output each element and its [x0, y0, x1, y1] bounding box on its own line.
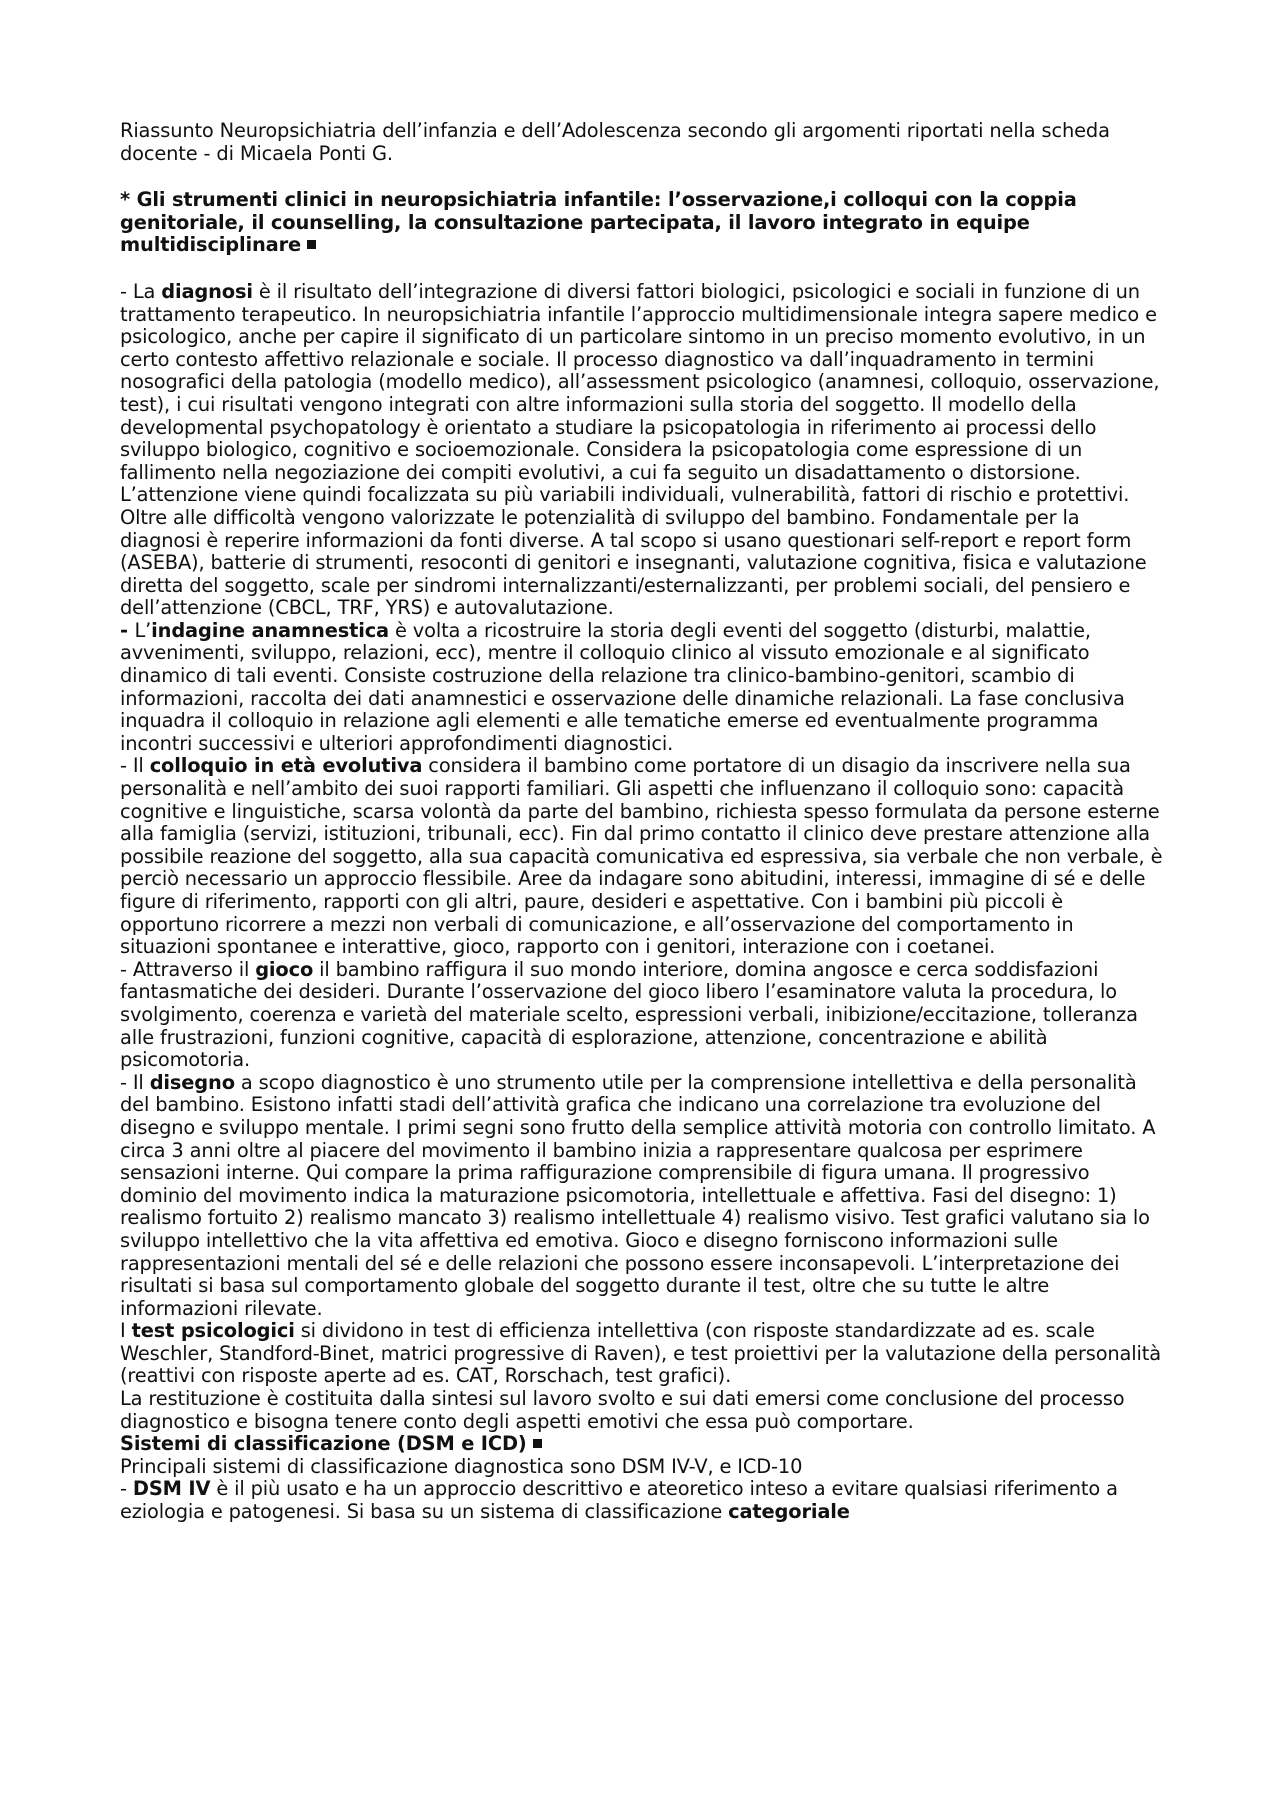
paragraph-principali: Principali sistemi di classificazione diagnostica sono DSM IV-V, e ICD-10	[120, 1454, 803, 1478]
term-gioco: gioco	[255, 957, 314, 981]
paragraph-anamnestica: - L’indagine anamnestica è volta a ricostruire la storia degli eventi del soggetto (disturbi, malattie, avvenimenti, sviluppo, relazioni, ecc), mentre il colloquio clinico al vissuto emozionale e al significato dinamico di tali eventi. Consiste costruzione della relazione tra clinico-bambino-genitori, scambio di informazioni, raccolta dei dati anamnestici e osservazione delle dinamiche relazionali. La fase conclusiva inquadra il colloquio in relazione agli elementi e alle tematiche emerse ed eventualmente programma incontri successivi e ulteriori approfondimenti diagnostici.	[120, 618, 1125, 755]
term-diagnosi: diagnosi	[161, 279, 253, 303]
square-bullet-icon	[533, 1439, 542, 1448]
intro-paragraph: Riassunto Neuropsichiatria dell’infanzia e dell’Adolescenza secondo gli argomenti riportati nella scheda docente - di Micaela Ponti G.	[120, 119, 1110, 165]
paragraph-diagnosi: - La diagnosi è il risultato dell’integrazione di diversi fattori biologici, psicologici e sociali in funzione di un trattamento terapeutico. In neuropsichiatria infantile l’approccio multidimensionale integra sapere medico e psicologico, anche per capire il significato di un particolare sintomo in un preciso momento evolutivo, in un certo contesto affettivo relazionale e sociale. Il processo diagnostico va dall’inquadramento in termini nosografici della patologia (modello medico), all’assessment psicologico (anamnesi, colloquio, osservazione, test), i cui risultati vengono integrati con altre informazioni sulla storia del soggetto. Il modello della developmental psychopatology è orientato a studiare la psicopatologia in riferimento ai processi dello sviluppo biologico, cognitivo e socioemozionale. Considera la psicopatologia come espressione di un fallimento nella negoziazione dei compiti evolutivi, a cui fa seguito un disadattamento o distorsione. L’attenzione viene quindi focalizzata su più variabili individuali, vulnerabilità, fattori di rischio e protettivi. Oltre alle difficoltà vengono valorizzate le potenzialità di sviluppo del bambino. Fondamentale per la diagnosi è reperire informazioni da fonti diverse. A tal scopo si usano questionari self-report e report form (ASEBA), batterie di strumenti, resoconti di genitori e insegnanti, valutazione cognitiva, fisica e valutazione diretta del soggetto, scale per sindromi internalizzanti/esternalizzanti, per problemi sociali, del pensiero e dell’attenzione (CBCL, TRF, YRS) e autovalutazione.	[120, 279, 1160, 620]
heading-text: * Gli strumenti clinici in neuropsichiatria infantile: l’osservazione,i colloqui con la coppia genitoriale, il counselling, la consultazione partecipata, il lavoro integrato in equipe multidisciplinare	[120, 188, 1077, 257]
paragraph-restituzione: La restituzione è costituita dalla sintesi sul lavoro svolto e sui dati emersi come conclusione del processo diagnostico e bisogna tenere conto degli aspetti emotivi che essa può comportare.	[120, 1387, 1125, 1433]
paragraph-disegno: - Il disegno a scopo diagnostico è uno strumento utile per la comprensione intellettiva e della personalità del bambino. Esistono infatti stadi dell’attività grafica che indicano una correlazione tra evoluzione del disegno e sviluppo mentale. I primi segni sono frutto della semplice attività motoria con controllo limitato. A circa 3 anni oltre al piacere del movimento il bambino inizia a rappresentare qualcosa per esprimere sensazioni interne. Qui compare la prima raffigurazione comprensibile di figura umana. Il progressivo dominio del movimento indica la maturazione psicomotoria, intellettuale e affettiva. Fasi del disegno: 1) realismo fortuito 2) realismo mancato 3) realismo intellettuale 4) realismo visivo. Test grafici valutano sia lo sviluppo intellettivo che la vita affettiva ed emotiva. Gioco e disegno forniscono informazioni sulle rappresentazioni mentali del sé e delle relazioni che possono essere inconsapevoli. L’interpretazione dei risultati si basa sul comportamento globale del soggetto durante il test, oltre che su tutte le altre informazioni rilevate.	[120, 1070, 1156, 1320]
paragraph-colloquio: - Il colloquio in età evolutiva considera il bambino come portatore di un disagio da inscrivere nella sua personalità e nell’ambito dei suoi rapporti familiari. Gli aspetti che influenzano il colloquio sono: capacità cognitive e linguistiche, scarsa volontà da parte del bambino, richiesta spesso formulata da persone esterne alla famiglia (servizi, istituzioni, tribunali, ecc). Fin dal primo contatto il clinico deve prestare attenzione alla possibile reazione del soggetto, alla sua capacità comunicativa ed espressiva, sia verbale che non verbale, è perciò necessario un approccio flessibile. Aree da indagare sono abitudini, interessi, immagine di sé e delle figure di riferimento, rapporti con gli altri, paure, desideri e aspettative. Con i bambini più piccoli è opportuno ricorrere a mezzi non verbali di comunicazione, e all’osservazione del comportamento in situazioni spontanee e interattive, gioco, rapporto con i genitori, interazione con i coetanei.	[120, 754, 1163, 959]
term-categoriale: categoriale	[728, 1500, 850, 1524]
square-bullet-icon	[307, 240, 316, 249]
term-indagine-anamnestica: indagine anamnestica	[151, 618, 389, 642]
section-heading-strumenti	[120, 189, 1165, 257]
term-colloquio: colloquio in età evolutiva	[149, 754, 423, 778]
paragraph-gioco: - Attraverso il gioco il bambino raffigura il suo mondo interiore, domina angosce e cerca soddisfazioni fantasmatiche dei desideri. Durante l’osservazione del gioco libero l’esaminatore valuta la procedura, lo svolgimento, coerenza e varietà del materiale scelto, espressioni verbali, inibizione/eccitazione, tolleranza alle frustrazioni, funzioni cognitive, capacità di esplorazione, attenzione, concentrazione e abilità psicomotoria.	[120, 957, 1138, 1072]
paragraph-test-psicologici: I test psicologici si dividono in test di efficienza intellettiva (con risposte standardizzate ad es. scale Weschler, Standford-Binet, matrici progressive di Raven), e test proiettivi per la valutazione della personalità (reattivi con risposte aperte ad es. CAT, Rorschach, test grafici).	[120, 1319, 1161, 1388]
document-page	[120, 120, 1165, 1524]
term-disegno: disegno	[149, 1070, 235, 1094]
section-heading-sistemi: Sistemi di classificazione (DSM e ICD)	[120, 1433, 1165, 1456]
term-dsm-iv: DSM IV	[132, 1477, 211, 1501]
term-test-psicologici: test psicologici	[131, 1319, 295, 1343]
paragraph-dsm: - DSM IV è il più usato e ha un approccio descrittivo e ateoretico inteso a evitare qualsiasi riferimento a eziologia e patogenesi. Si basa su un sistema di classificazione categoriale	[120, 1477, 1118, 1524]
